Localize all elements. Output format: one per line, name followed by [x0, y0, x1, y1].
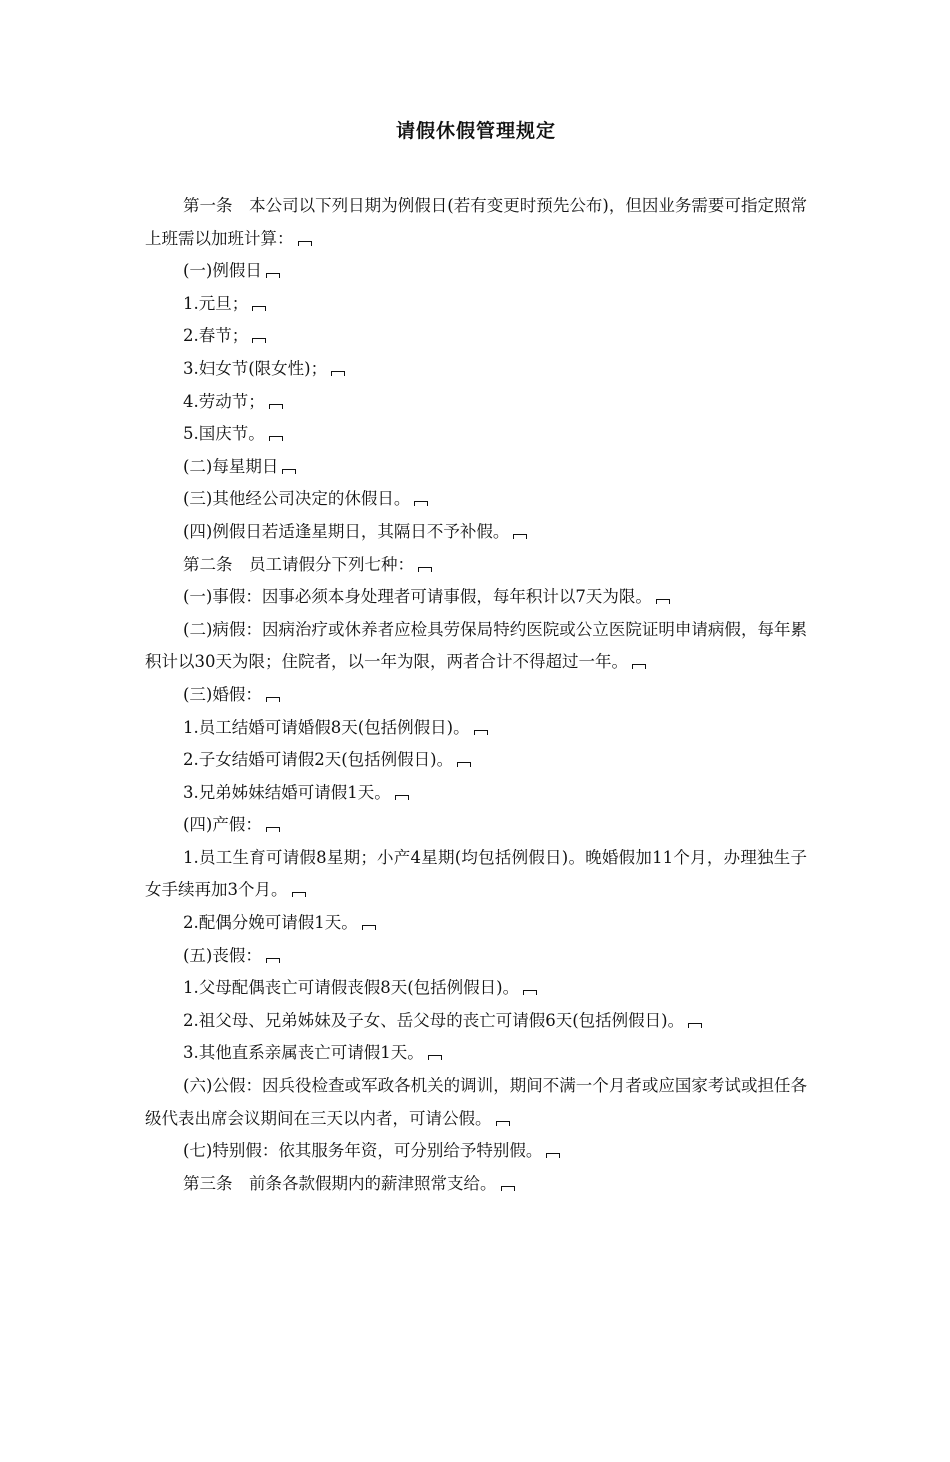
paragraph-mark-icon: [298, 241, 312, 246]
paragraph: [145, 255, 807, 288]
paragraph-text: 2.祖父母、兄弟姊妹及子女、岳父母的丧亡可请假6天(包括例假日)。: [183, 1010, 685, 1030]
paragraph-text: 1.父母配偶丧亡可请假丧假8天(包括例假日)。: [183, 978, 520, 998]
paragraph-mark-icon: [282, 469, 296, 474]
paragraph-text: (五)丧假：: [183, 945, 262, 965]
paragraph-mark-icon: [395, 795, 409, 800]
paragraph-mark-icon: [474, 730, 488, 735]
paragraph: [145, 679, 807, 712]
paragraph-text: 2.子女结婚可请假2天(包括例假日)。: [183, 750, 454, 770]
paragraph: [145, 1168, 807, 1201]
paragraph-mark-icon: [656, 599, 670, 604]
paragraph: [145, 451, 807, 484]
paragraph-mark-icon: [362, 925, 376, 930]
paragraph-mark-icon: [546, 1153, 560, 1158]
paragraph: [145, 516, 807, 549]
paragraph: [145, 744, 807, 777]
paragraph-text: 3.妇女节(限女性)；: [183, 358, 328, 378]
paragraph: [145, 320, 807, 353]
paragraph-text: (一)事假：因事必须本身处理者可请事假，每年积计以7天为限。: [183, 587, 652, 607]
paragraph-text: 1.员工生育可请假8星期；小产4星期(均包括例假日)。晚婚假加11个月，办理独生子女手续再加3个月。: [145, 847, 807, 900]
paragraph: [145, 1037, 807, 1070]
paragraph: [145, 1005, 807, 1038]
paragraph-mark-icon: [266, 958, 280, 963]
paragraph-mark-icon: [266, 273, 280, 278]
paragraph-mark-icon: [266, 827, 280, 832]
paragraph-mark-icon: [292, 892, 306, 897]
paragraph-text: (三)婚假：: [183, 684, 262, 704]
paragraph-mark-icon: [457, 762, 471, 767]
paragraph-text: (二)病假：因病治疗或休养者应检具劳保局特约医院或公立医院证明申请病假，每年累积计以30天为限；住院者，以一年为限，两者合计不得超过一年。: [145, 619, 807, 672]
paragraph-text: 1.元旦；: [183, 293, 249, 313]
paragraph-text: (七)特别假：依其服务年资，可分别给予特别假。: [183, 1141, 543, 1161]
paragraph: [145, 809, 807, 842]
paragraph: [145, 1135, 807, 1168]
paragraph: [145, 777, 807, 810]
paragraph-text: 第三条 前条各款假期内的薪津照常支给。: [183, 1173, 497, 1193]
paragraph-text: 3.其他直系亲属丧亡可请假1天。: [183, 1043, 424, 1063]
paragraph: [145, 386, 807, 419]
paragraph-mark-icon: [428, 1055, 442, 1060]
paragraph-mark-icon: [496, 1121, 510, 1126]
paragraph: [145, 972, 807, 1005]
paragraph: [145, 288, 807, 321]
paragraph: [145, 353, 807, 386]
paragraph-mark-icon: [269, 436, 283, 441]
paragraph: [145, 614, 807, 679]
paragraph: [145, 907, 807, 940]
paragraph: [145, 940, 807, 973]
paragraph-mark-icon: [266, 697, 280, 702]
paragraph-mark-icon: [252, 338, 266, 343]
paragraph-mark-icon: [252, 306, 266, 311]
document-title: 请假休假管理规定: [395, 120, 556, 142]
paragraph: [145, 842, 807, 907]
paragraph-mark-icon: [513, 534, 527, 539]
paragraph-mark-icon: [418, 567, 432, 572]
paragraph: [145, 418, 807, 451]
paragraph-text: (四)例假日若适逢星期日，其隔日不予补假。: [183, 521, 510, 541]
paragraph-text: 2.春节；: [183, 326, 249, 346]
paragraph-mark-icon: [632, 664, 646, 669]
paragraph-mark-icon: [501, 1186, 515, 1191]
paragraph-text: (二)每星期日: [183, 456, 279, 476]
paragraph: [145, 549, 807, 582]
paragraph-text: (四)产假：: [183, 815, 262, 835]
paragraph-mark-icon: [269, 404, 283, 409]
paragraph-text: 2.配偶分娩可请假1天。: [183, 913, 358, 933]
paragraph-mark-icon: [523, 990, 537, 995]
document-page: [0, 118, 950, 1462]
document-body: [145, 190, 807, 1200]
paragraph-mark-icon: [414, 501, 428, 506]
paragraph-text: 3.兄弟姊妹结婚可请假1天。: [183, 782, 391, 802]
paragraph: [145, 190, 807, 255]
paragraph-text: 第一条 本公司以下列日期为例假日(若有变更时预先公布)，但因业务需要可指定照常上班需以加班计算：: [145, 196, 807, 248]
paragraph-mark-icon: [331, 371, 345, 376]
paragraph-text: 5.国庆节。: [183, 424, 265, 444]
paragraph: [145, 1070, 807, 1135]
paragraph: [145, 483, 807, 516]
paragraph-text: 4.劳动节；: [183, 391, 265, 411]
paragraph-text: 第二条 员工请假分下列七种：: [183, 554, 414, 574]
paragraph-text: (六)公假：因兵役检查或军政各机关的调训，期间不满一个月者或应国家考试或担任各级代表出席会议期间在三天以内者，可请公假。: [145, 1076, 807, 1128]
paragraph-text: 1.员工结婚可请婚假8天(包括例假日)。: [183, 717, 470, 737]
paragraph-mark-icon: [688, 1023, 702, 1028]
paragraph: [145, 712, 807, 745]
paragraph-text: (三)其他经公司决定的休假日。: [183, 489, 411, 509]
paragraph-text: (一)例假日: [183, 261, 262, 281]
paragraph: [145, 581, 807, 614]
